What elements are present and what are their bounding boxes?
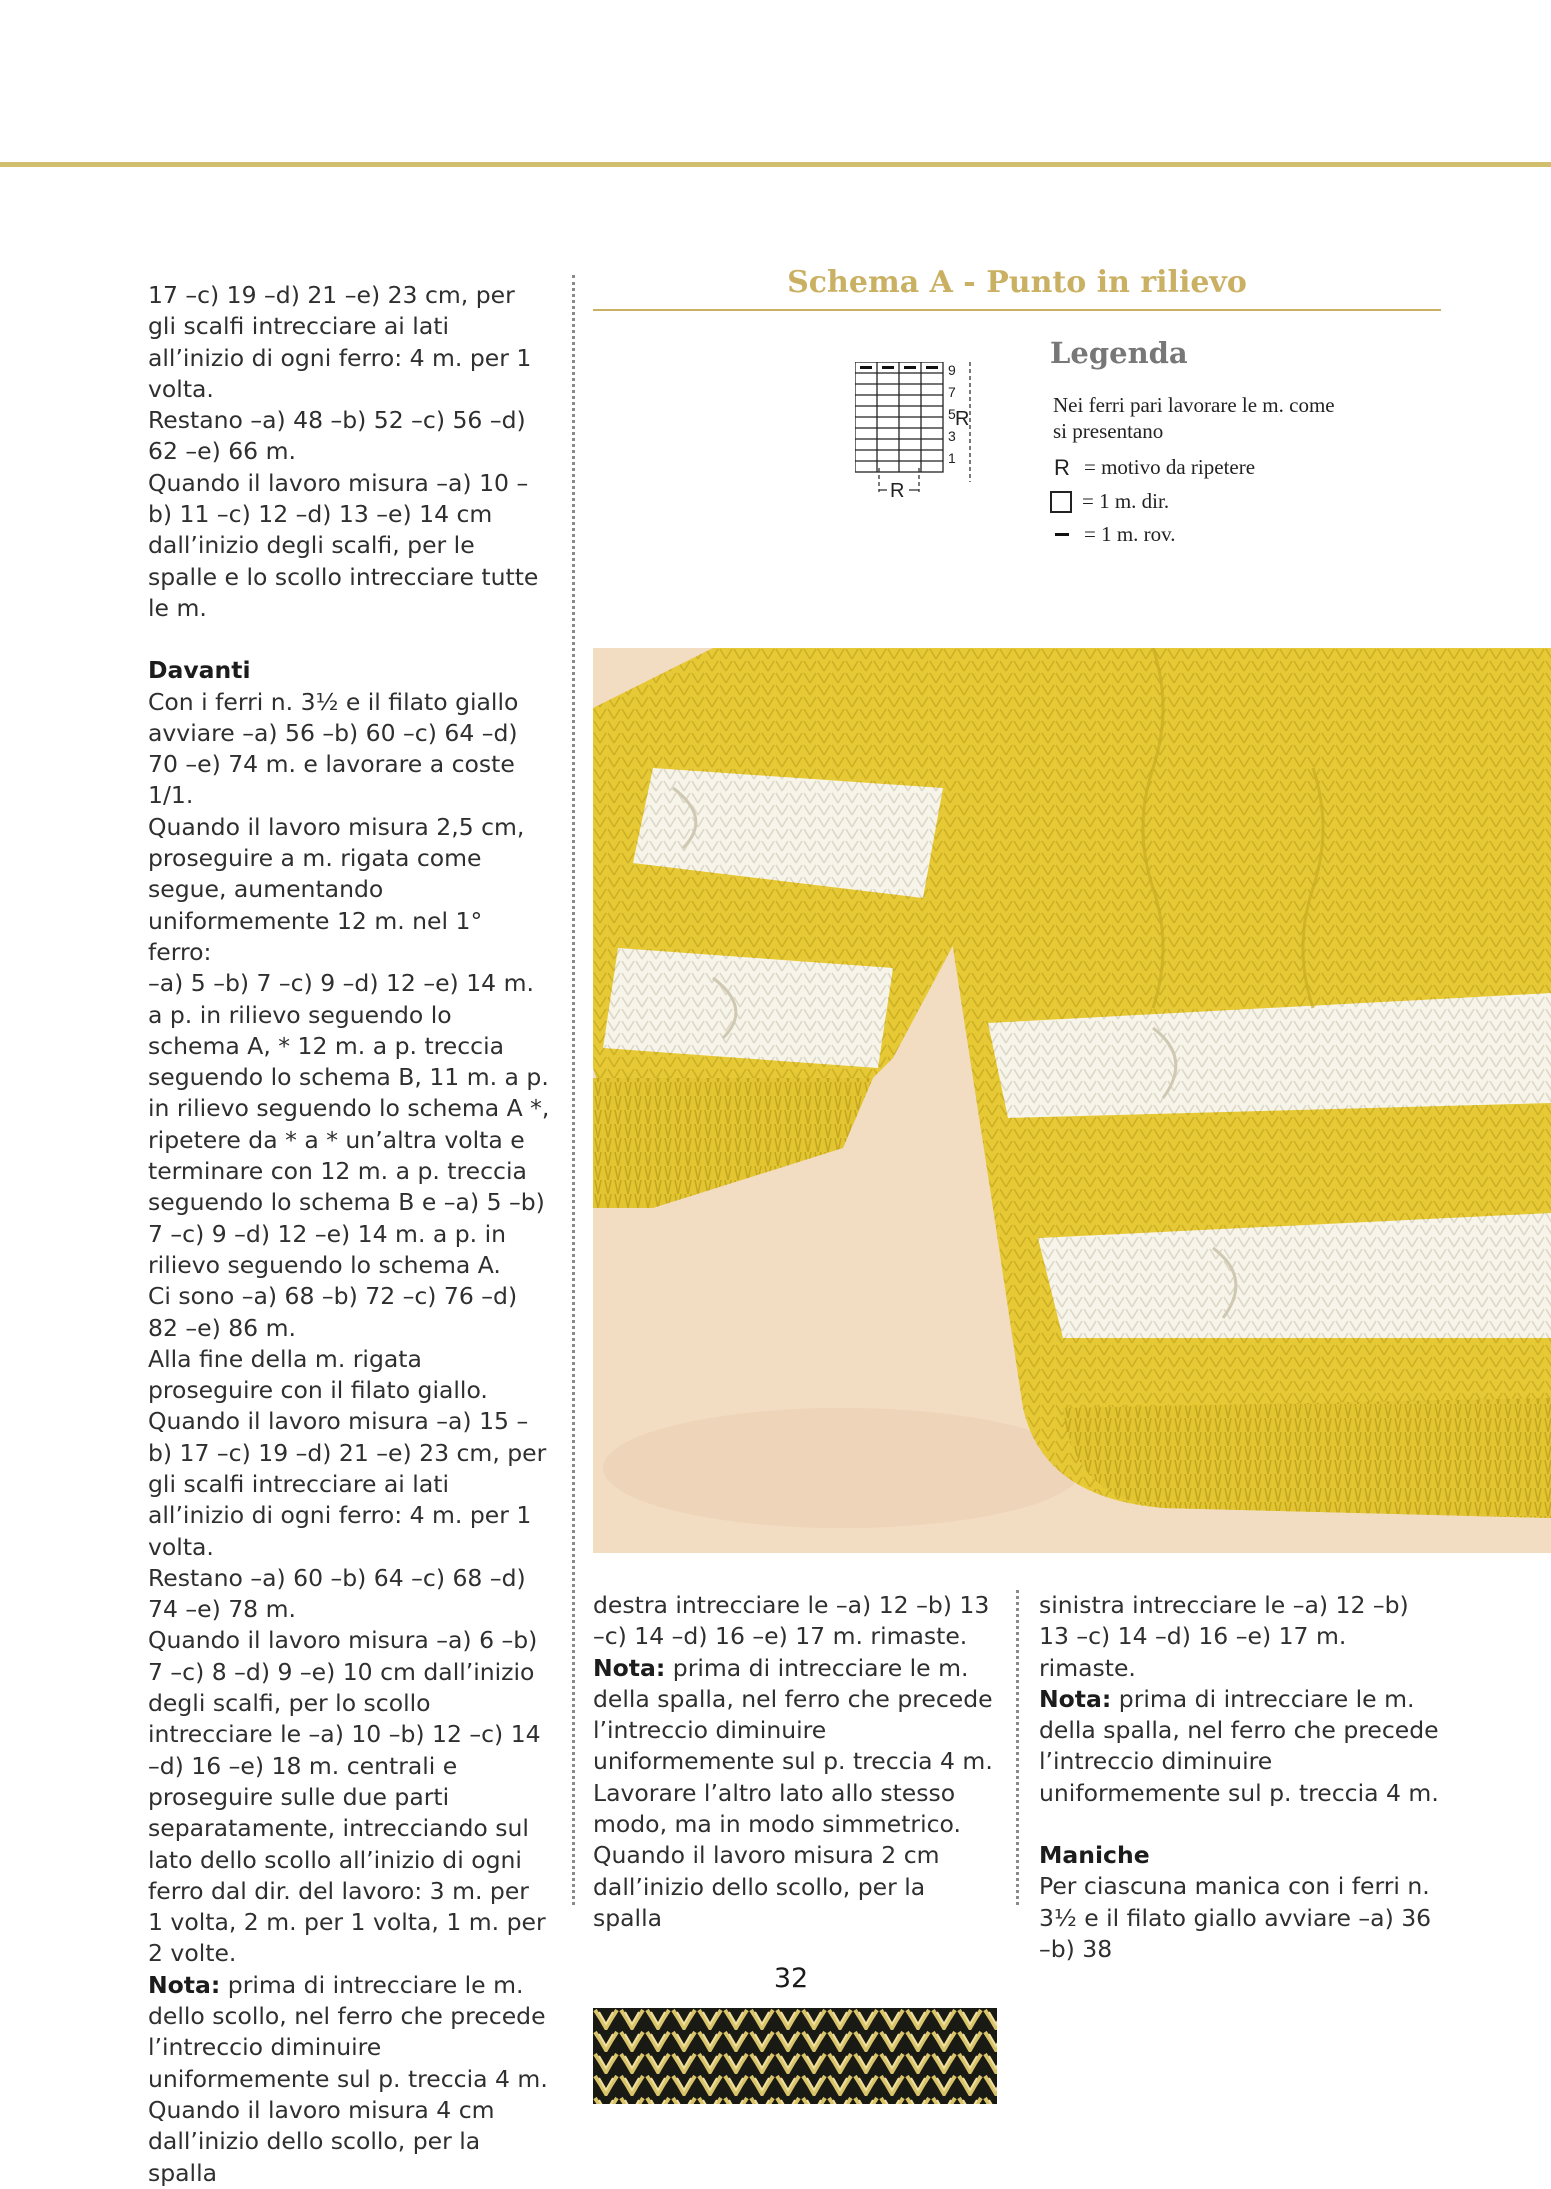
paragraph: sinistra intrecciare le –a) 12 –b) 13 –c) 14 –d) 16 –e) 17 m. rimaste.: [1039, 1591, 1409, 1682]
text-column-left: [148, 280, 550, 2189]
legend-item-purl: [1050, 522, 1176, 547]
paragraph: Lavorare l’altro lato allo stesso modo, ma in modo simmetrico.: [593, 1778, 961, 1839]
note-paragraph: [148, 1970, 550, 2095]
note-paragraph: [593, 1653, 995, 1778]
knit-stitch-icon: [1050, 491, 1072, 513]
schema-title-rule: [593, 309, 1441, 311]
note-text: prima di intrecciare le m. dello scollo, nel ferro che precede l’intreccio diminuire uniformemente sul p. treccia 4 m.: [148, 1970, 548, 2093]
svg-text:R: R: [890, 480, 905, 502]
repeat-symbol: R: [1054, 454, 1070, 480]
paragraph: Alla fine della m. rigata proseguire con il filato giallo.: [148, 1344, 488, 1405]
legend-item-label: = 1 m. dir.: [1082, 489, 1170, 513]
text-column-middle: [593, 1590, 995, 1934]
top-rule: [0, 162, 1551, 167]
schema-title: Schema A - Punto in rilievo: [787, 265, 1247, 300]
note-paragraph: [1039, 1684, 1441, 1809]
paragraph: destra intrecciare le –a) 12 –b) 13 –c) 14 –d) 16 –e) 17 m. rimaste.: [593, 1591, 990, 1651]
paragraph: Quando il lavoro misura –a) 6 –b) 7 –c) 8 –d) 9 –e) 10 cm dall’inizio degli scalfi, per lo scollo intrecciare le –a) 10 –b) 12 –c) 14 –d) 16 –e) 18 m. centrali e proseguire sulle due parti separatamente, intrecciando sul lato dello scollo all’inizio di ogni ferro dal dir. del lavoro: 3 m. per 1 volta, 2 m. per 1 volta, 1 m. per 2 volte.: [148, 1626, 546, 1968]
stitch-chart: [855, 362, 985, 502]
section-heading-davanti: Davanti: [148, 656, 251, 685]
legend-note: Nei ferri pari lavorare le m. come si presentano: [1053, 393, 1335, 443]
note-text: prima di intrecciare le m. della spalla, nel ferro che precede l’intreccio diminuire uniformemente sul p. treccia 4 m.: [593, 1653, 993, 1776]
paragraph: –a) 5 –b) 7 –c) 9 –d) 12 –e) 14 m. a p. in rilievo seguendo lo schema A, * 12 m. a p. treccia seguendo lo schema B, 11 m. a p. in rilievo seguendo lo schema A *, ripetere da * a * un’altra volta e terminare con 12 m. a p. treccia seguendo lo schema B e –a) 5 –b) 7 –c) 9 –d) 12 –e) 14 m. a p. in rilievo seguendo lo schema A.: [148, 969, 550, 1279]
repeat-label-side: R: [955, 408, 970, 430]
paragraph: Ci sono –a) 68 –b) 72 –c) 76 –d) 82 –e) 86 m.: [148, 1282, 518, 1342]
note-label: Nota:: [1039, 1684, 1112, 1713]
text-column-right: [1039, 1590, 1441, 1965]
purl-stitch-icon: [1050, 523, 1074, 547]
sweater-illustration: [593, 648, 1551, 1553]
sweater-photo: [593, 648, 1551, 1553]
paragraph: 17 –c) 19 –d) 21 –e) 23 cm, per gli scalfi intrecciare ai lati all’inizio di ogni ferro: 4 m. per 1 volta.: [148, 281, 532, 403]
knit-texture-decoration: [593, 2008, 997, 2104]
paragraph: Con i ferri n. 3½ e il filato giallo avviare –a) 56 –b) 60 –c) 64 –d) 70 –e) 74 m. e lavorare a coste 1/1.: [148, 687, 519, 810]
note-label: Nota:: [148, 1970, 221, 1999]
column-separator: [1016, 1590, 1019, 1905]
row-number: 3: [948, 428, 956, 444]
legend-title: Legenda: [1050, 336, 1188, 370]
page-number: 32: [773, 1963, 809, 1994]
legend-item-label: = 1 m. rov.: [1084, 522, 1176, 546]
row-number: 5: [948, 406, 956, 422]
section-heading-maniche: Maniche: [1039, 1841, 1150, 1870]
row-number: 1: [948, 450, 956, 466]
paragraph: Quando il lavoro misura 2 cm dall’inizio dello scollo, per la spalla: [593, 1841, 940, 1932]
note-label: Nota:: [593, 1653, 666, 1682]
row-number: 9: [948, 362, 956, 378]
paragraph: Restano –a) 48 –b) 52 –c) 56 –d) 62 –e) 66 m.: [148, 406, 526, 466]
legend-item-repeat: [1050, 455, 1255, 480]
paragraph: Quando il lavoro misura –a) 10 –b) 11 –c) 12 –d) 13 –e) 14 cm dall’inizio degli scalfi, per le spalle e lo scollo intrecciare tutte le m.: [148, 468, 539, 622]
row-number: 7: [948, 384, 956, 400]
note-text: prima di intrecciare le m. della spalla, nel ferro che precede l’intreccio diminuire uniformemente sul p. treccia 4 m.: [1039, 1684, 1439, 1807]
column-separator: [572, 275, 575, 1905]
paragraph: Quando il lavoro misura –a) 15 –b) 17 –c) 19 –d) 21 –e) 23 cm, per gli scalfi intrecciare ai lati all’inizio di ogni ferro: 4 m. per 1 volta.: [148, 1407, 547, 1561]
paragraph: Quando il lavoro misura 4 cm dall’inizio dello scollo, per la spalla: [148, 2095, 495, 2187]
paragraph: Per ciascuna manica con i ferri n. 3½ e il filato giallo avviare –a) 36 –b) 38: [1039, 1872, 1432, 1963]
paragraph: Restano –a) 60 –b) 64 –c) 68 –d) 74 –e) 78 m.: [148, 1563, 526, 1624]
repeat-label-bottom: [879, 480, 919, 502]
paragraph: Quando il lavoro misura 2,5 cm, proseguire a m. rigata come segue, aumentando uniformemente 12 m. nel 1° ferro:: [148, 812, 525, 966]
legend-item-knit: [1050, 489, 1169, 514]
legend-item-label: = motivo da ripetere: [1084, 455, 1256, 479]
